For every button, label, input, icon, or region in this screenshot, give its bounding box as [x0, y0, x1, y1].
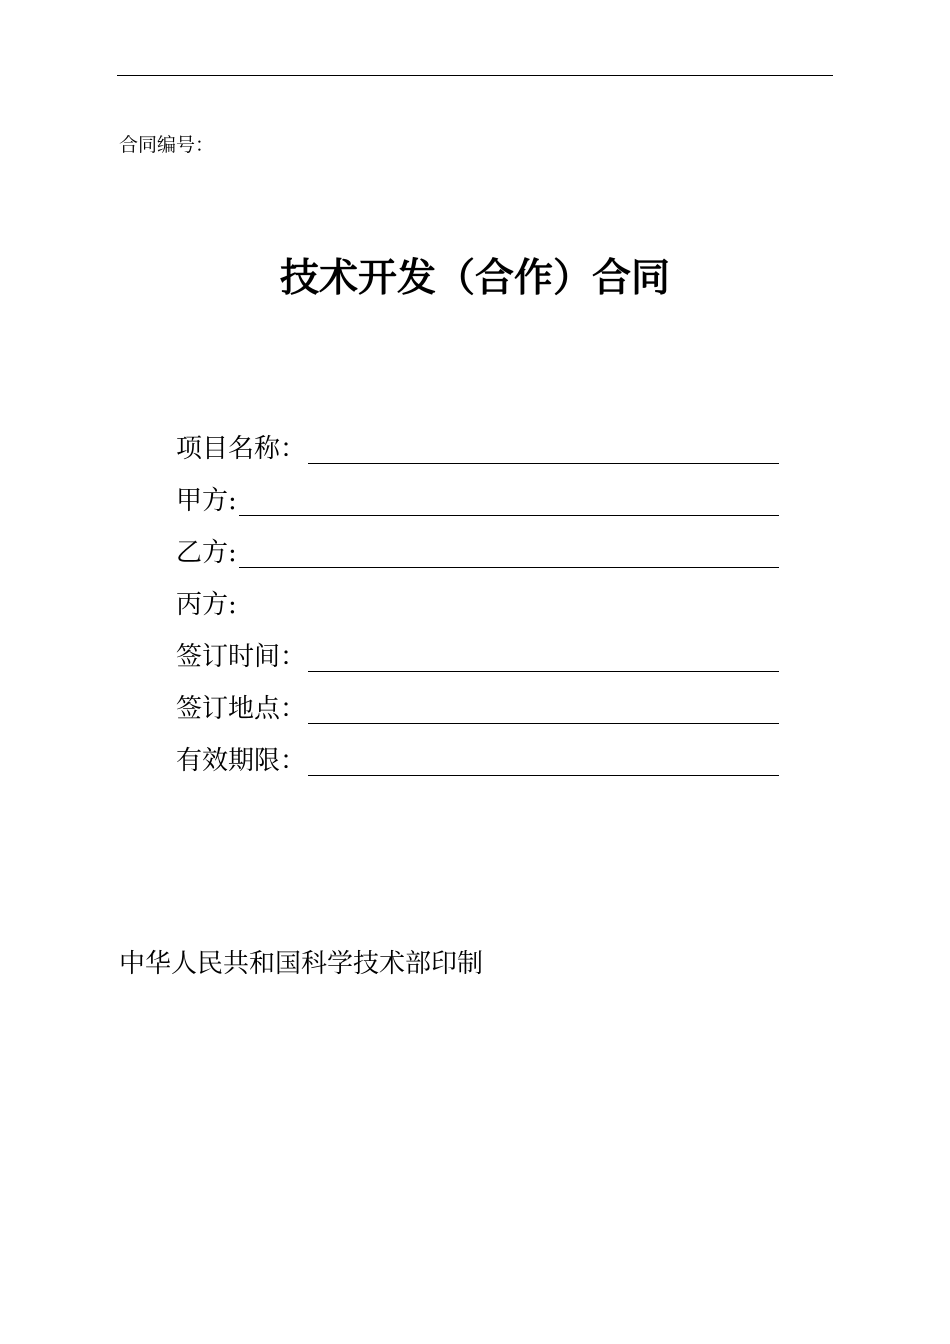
validity-period-field[interactable] — [308, 775, 779, 776]
field-label-party-b: 乙方: — [176, 538, 237, 568]
field-row-validity-period — [176, 727, 779, 779]
contract-fields — [176, 415, 779, 779]
header-rule — [117, 75, 833, 76]
field-label-signing-date: 签订时间： — [176, 642, 307, 672]
field-label-project-name: 项目名称： — [176, 434, 307, 464]
project-name-field[interactable] — [308, 463, 779, 464]
field-label-validity-period: 有效期限： — [176, 746, 307, 776]
signing-place-field[interactable] — [308, 723, 779, 724]
field-row-project-name — [176, 415, 779, 467]
party-b-field[interactable] — [239, 567, 779, 568]
signing-date-field[interactable] — [308, 671, 779, 672]
field-row-party-a — [176, 467, 779, 519]
printer-note: 中华人民共和国科学技术部印制 — [119, 949, 484, 979]
field-label-party-c: 丙方: — [176, 590, 237, 620]
field-row-party-b — [176, 519, 779, 571]
document-title: 技术开发（合作）合同 — [279, 256, 670, 301]
field-label-signing-place: 签订地点： — [176, 694, 307, 724]
field-label-party-a: 甲方: — [176, 486, 237, 516]
party-a-field[interactable] — [239, 515, 779, 516]
contract-number-label: 合同编号： — [119, 134, 215, 156]
field-row-signing-place — [176, 675, 779, 727]
field-row-signing-date — [176, 623, 779, 675]
field-row-party-c — [176, 571, 779, 623]
